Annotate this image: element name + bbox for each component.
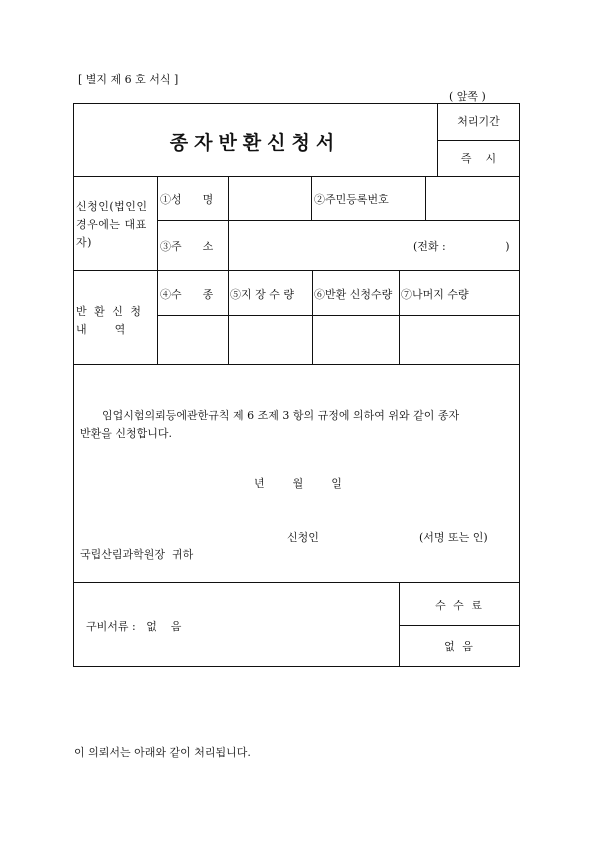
fee-value: 없 음 — [444, 640, 475, 653]
species-column-header: ④수 종 — [160, 288, 214, 301]
resident-id-field[interactable] — [426, 177, 519, 220]
return-section-label-1: 반 환 신 청 — [76, 305, 143, 318]
addressee: 국립산림과학원장 귀하 — [80, 548, 194, 561]
remaining-quantity-column-header: ⑦나머지 수량 — [401, 288, 469, 301]
name-label: ①성 명 — [160, 193, 214, 206]
return-section-label-2: 내 역 — [76, 323, 126, 336]
storage-quantity-field[interactable] — [229, 316, 312, 364]
applicant-section-label: 신청인(법인인 경우에는 대표자) — [76, 200, 148, 249]
name-field[interactable] — [229, 177, 311, 220]
signature-label: (서명 또는 인) — [419, 531, 488, 544]
remaining-quantity-field[interactable] — [400, 316, 519, 364]
phone-label: (전화 : ) — [413, 240, 510, 253]
processing-note: 이 의뢰서는 아래와 같이 처리됩니다. — [74, 746, 251, 759]
return-request-quantity-column-header: ⑥반환 신청수량 — [314, 288, 393, 301]
required-documents-label: 구비서류 : 없 음 — [86, 620, 182, 633]
species-field[interactable] — [158, 316, 228, 364]
processing-period-value: 즉 시 — [460, 152, 497, 165]
storage-quantity-column-header: ⑤지 장 수 량 — [230, 288, 294, 301]
return-request-quantity-field[interactable] — [313, 316, 399, 364]
page-side-label: ( 앞쪽 ) — [449, 90, 486, 103]
processing-period-label: 처리기간 — [457, 115, 500, 128]
date-line: 년 월 일 — [254, 477, 342, 490]
address-label: ③주 소 — [160, 240, 214, 253]
statement-line-2: 반환을 신청합니다. — [80, 427, 173, 440]
form-number-label: [ 별지 제 6 호 서식 ] — [78, 73, 179, 86]
fee-label: 수 수 료 — [435, 599, 484, 612]
signer-label: 신청인 — [287, 531, 319, 544]
statement-line-1: 임업시험의뢰등에관한규칙 제 6 조제 3 항의 규정에 의하여 위와 같이 종자 — [102, 409, 460, 422]
resident-id-label: ②주민등록번호 — [314, 193, 389, 206]
form-title: 종자반환신청서 — [169, 132, 341, 154]
